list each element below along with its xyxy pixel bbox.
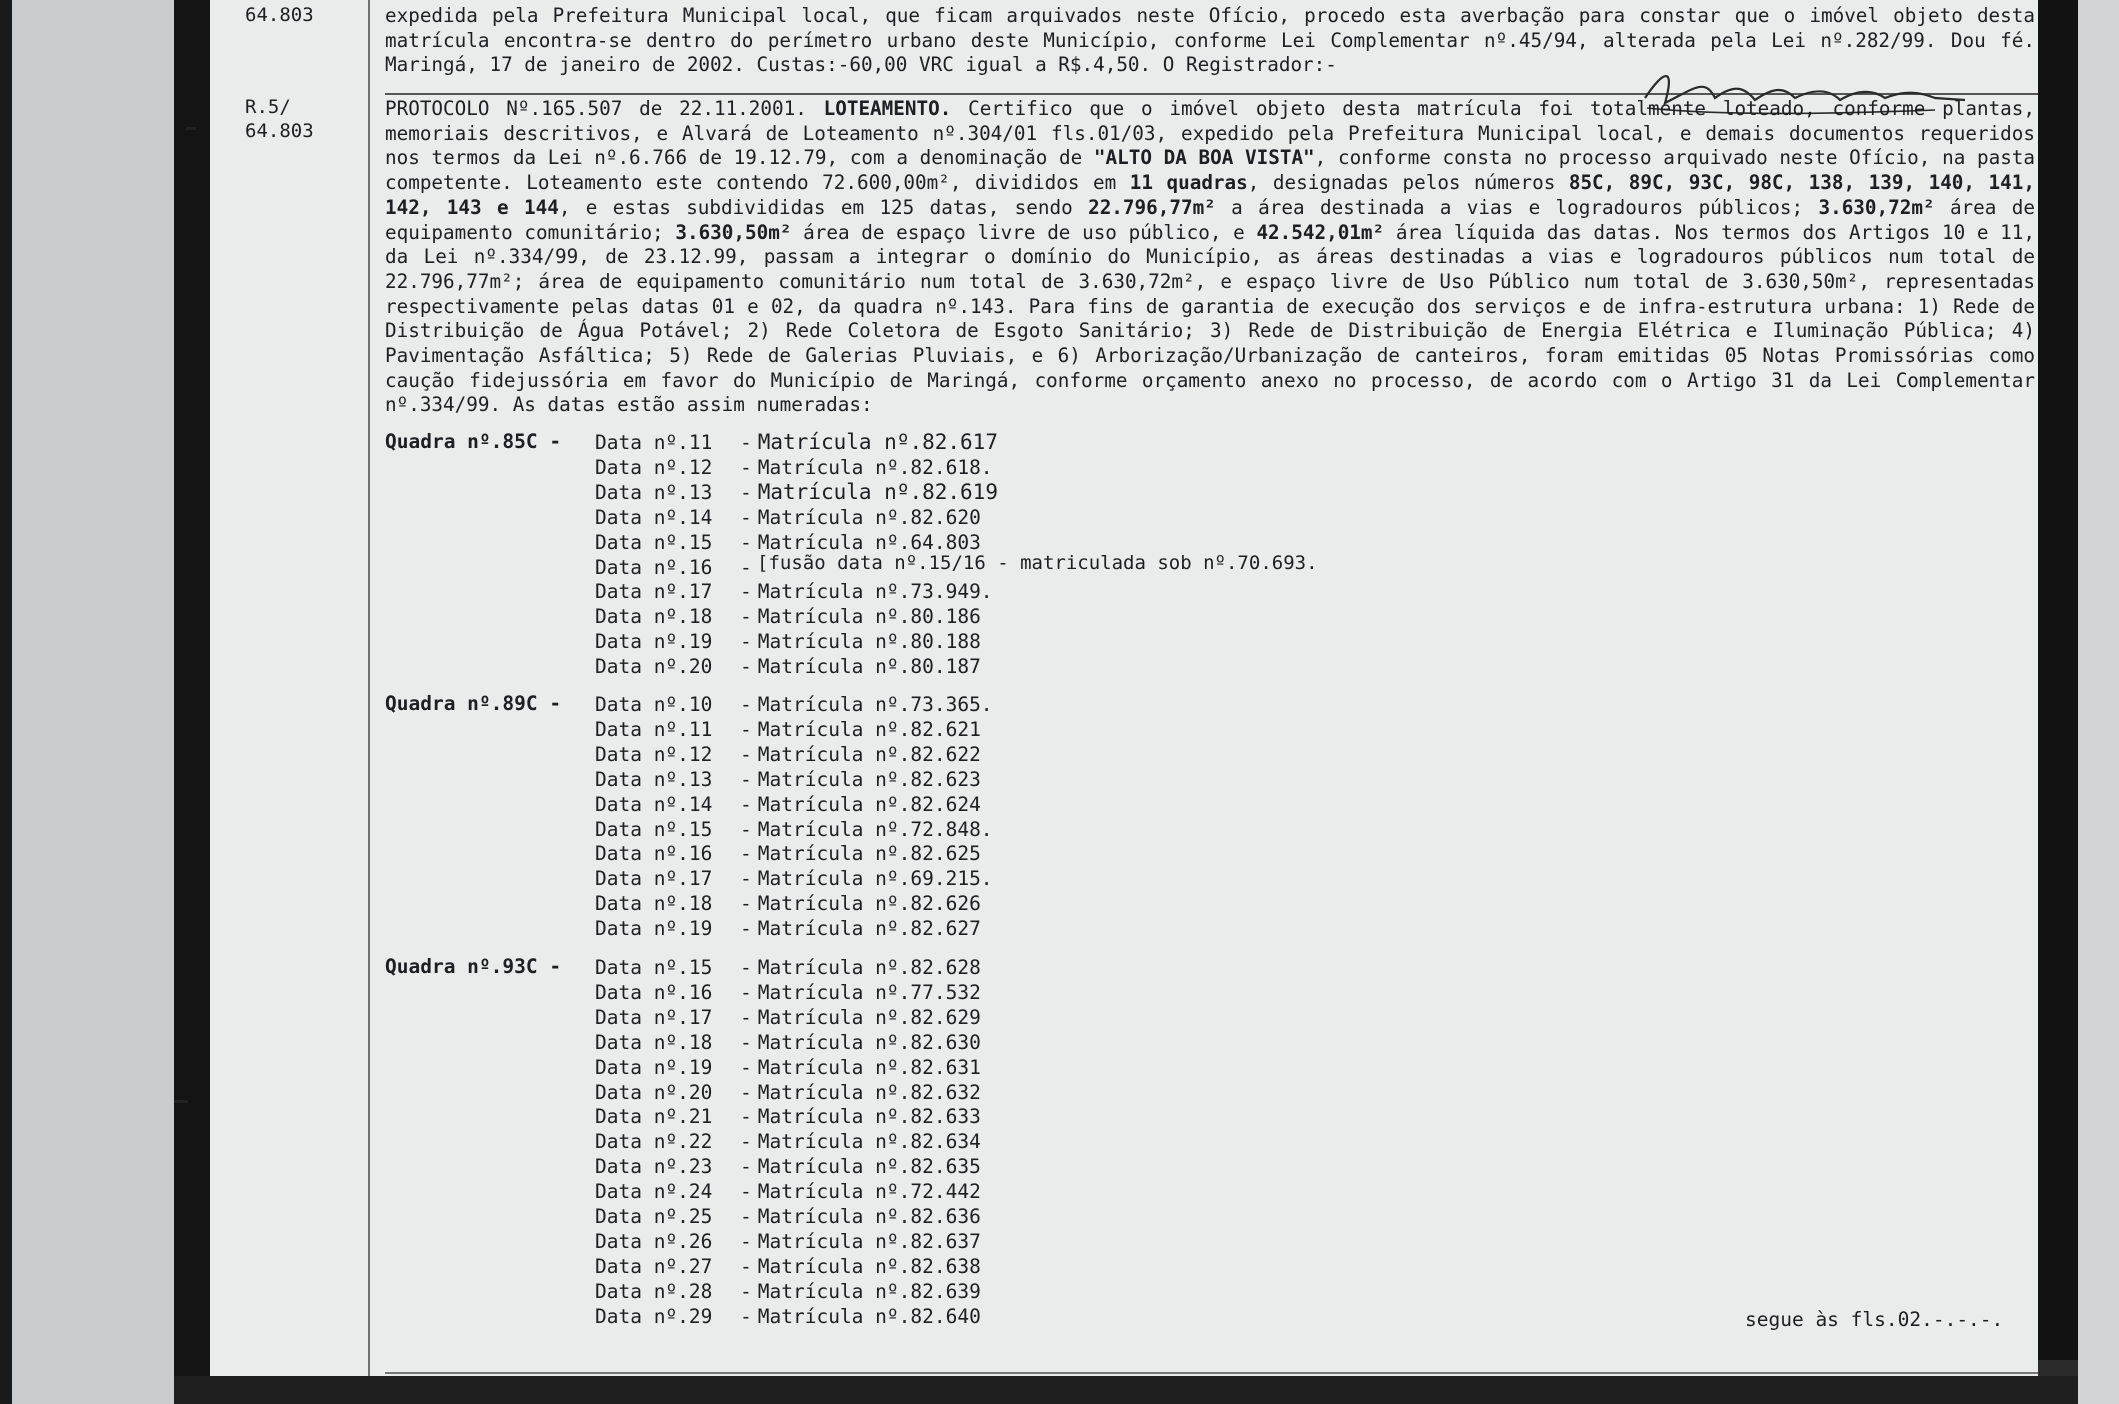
entry-title: LOTEAMENTO. — [823, 97, 952, 120]
matricula-number: Matrícula nº.82.635 — [757, 1155, 981, 1179]
matricula-number: Matrícula nº.82.626 — [757, 892, 981, 916]
bottom-rule — [385, 1372, 2038, 1374]
data-row — [595, 692, 993, 717]
data-row — [595, 742, 981, 767]
paragraph-text: Certifico que o imóvel objeto desta matrícula foi totalmente loteado, conforme plantas, memoriais descritivos, e Alvará de Loteamento nº.304/01 fls.01/03, expedido pela Prefeitura Municipal local, e demais documentos requeridos nos termos da Lei nº.6.766 de 19.12.79, com a denominação de — [385, 97, 2036, 170]
matricula-number: Matrícula nº.82.638 — [757, 1254, 981, 1278]
matricula-number: Matrícula nº.80.187 — [757, 655, 981, 679]
row-separator: - — [740, 1105, 752, 1129]
matricula-number: Matrícula nº.82.636 — [757, 1205, 981, 1228]
row-separator: - — [740, 767, 752, 791]
data-row — [595, 792, 981, 817]
row-separator: - — [740, 1304, 752, 1328]
row-separator: - — [740, 1130, 752, 1154]
data-row — [595, 480, 998, 505]
matricula-number: Matrícula nº.82.634 — [757, 1130, 981, 1154]
row-separator: - — [740, 480, 752, 504]
matricula-number: Matrícula nº.82.632 — [757, 1080, 981, 1104]
data-row — [595, 891, 981, 916]
row-separator: - — [740, 1055, 752, 1079]
fusion-note: [fusão data nº.15/16 - matriculada sob nº.70.693. — [757, 551, 1318, 574]
data-row — [595, 604, 981, 629]
row-separator: - — [740, 717, 752, 741]
data-number: Data nº.24 — [595, 1180, 713, 1204]
entry-reference-line2: 64.803 — [245, 120, 314, 142]
area-espaco-livre: 3.630,50m² — [675, 220, 792, 244]
data-number: Data nº.16 — [595, 555, 713, 579]
paragraph-text: área de espaço livre de uso público, e — [791, 220, 1257, 244]
protocol-number: PROTOCOLO Nº.165.507 de 22.11.2001. — [385, 97, 807, 120]
data-row — [595, 1179, 981, 1204]
data-number: Data nº.15 — [595, 817, 713, 841]
entry-reference-line1: R.5/ — [245, 96, 291, 118]
data-row — [595, 717, 981, 742]
data-number: Data nº.16 — [595, 980, 713, 1004]
matricula-number: Matrícula nº.72.442 — [757, 1180, 981, 1204]
row-separator: - — [740, 655, 752, 679]
matricula-number: Matrícula nº.73.949. — [757, 580, 993, 604]
top-reference-number: 64.803 — [245, 4, 314, 26]
row-separator: - — [740, 1180, 752, 1204]
data-row — [595, 1279, 981, 1304]
row-separator: - — [740, 792, 752, 816]
data-number: Data nº.16 — [595, 842, 713, 866]
row-separator: - — [740, 1254, 752, 1278]
data-number: Data nº.14 — [595, 505, 713, 529]
data-row — [595, 817, 993, 842]
row-separator: - — [740, 817, 752, 841]
data-number: Data nº.17 — [595, 867, 713, 891]
data-number: Data nº.15 — [595, 530, 713, 554]
row-separator: - — [740, 867, 752, 891]
matricula-number: Matrícula nº.82.618. — [757, 455, 993, 479]
loteamento-paragraph — [385, 97, 2035, 418]
quadra-label: Quadra nº.93C - — [385, 955, 562, 978]
subdivision-name: "ALTO DA BOA VISTA" — [1093, 146, 1315, 170]
data-number: Data nº.17 — [595, 580, 713, 604]
matricula-number: Matrícula nº.73.365. — [757, 693, 993, 716]
bottom-border-band — [174, 1376, 2078, 1404]
paragraph-text: área líquida das datas. Nos termos dos Artigos 10 e 11, da Lei nº.334/99, de 23.12.99, passam a integrar o domínio do Município, as áreas destinadas a vias e logradouros públicos num total de 22.796,77m²; área de equipamento comunitário num total de 3.630,72m², e espaço livre de Uso Público num total de 3.630,50m², representadas respectivamente pelas datas 01 e 02, da quadra nº.143. Para fins de garantia de execução dos serviços e de infra-estrutura urbana: 1) Rede de Distribuição de Água Potável; 2) Rede Coletora de Esgoto Sanitário; 3) Rede de Distribuição de Energia Elétrica e Iluminação Pública; 4) Pavimentação Asfáltica; 5) Rede de Galerias Pluviais, e 6) Arborização/Urbanização de canteiros, foram emitidas 05 Notas Promissórias como caução fidejussória em favor do Município de Maringá, conforme orçamento anexo no processo, de acordo com o Artigo 31 da Lei Complementar nº.334/99. As datas estão assim numeradas: — [385, 220, 2035, 417]
area-liquida: 42.542,01m² — [1256, 220, 1385, 244]
row-separator: - — [740, 956, 752, 979]
data-row — [595, 1104, 981, 1129]
data-number: Data nº.27 — [595, 1254, 713, 1278]
matricula-number: Matrícula nº.82.628 — [757, 956, 981, 979]
data-number: Data nº.14 — [595, 792, 713, 816]
data-row — [595, 1204, 981, 1229]
continuation-note: segue às fls.02.-.-.-. — [1745, 1308, 2004, 1331]
right-border-band — [2038, 0, 2078, 1360]
matricula-number: Matrícula nº.80.186 — [757, 605, 981, 629]
data-row — [595, 1030, 981, 1055]
matricula-number: Matrícula nº.82.619 — [757, 479, 998, 504]
data-number: Data nº.23 — [595, 1155, 713, 1179]
area-equipamento: 3.630,72m² — [1818, 195, 1935, 219]
matricula-number: Matrícula nº.82.624 — [757, 792, 981, 816]
matricula-number: Matrícula nº.82.625 — [757, 842, 981, 866]
row-separator: - — [740, 1229, 752, 1253]
matricula-number: Matrícula nº.82.623 — [757, 767, 981, 791]
data-number: Data nº.20 — [595, 655, 713, 679]
row-separator: - — [740, 431, 752, 454]
row-separator: - — [740, 1005, 752, 1029]
data-row — [595, 1129, 981, 1154]
data-row — [595, 505, 981, 530]
data-number: Data nº.21 — [595, 1105, 713, 1129]
row-separator: - — [740, 555, 752, 579]
margin-tick — [174, 1100, 188, 1103]
data-row — [595, 1055, 981, 1080]
quadras-count: 11 quadras — [1129, 171, 1248, 195]
paragraph-text: , e estas subdivididas em 125 datas, sendo — [558, 195, 1089, 219]
row-separator: - — [740, 580, 752, 604]
margin-tick — [186, 127, 196, 130]
row-separator: - — [740, 1155, 752, 1179]
data-number: Data nº.13 — [595, 767, 713, 791]
matricula-number: Matrícula nº.82.640 — [757, 1304, 981, 1328]
data-row — [595, 841, 981, 866]
quadra-label: Quadra nº.85C - — [385, 430, 562, 453]
paragraph-text: , conforme consta no processo arquivado neste Ofício, na pasta competente. Loteamento este contendo 72.600,00m², divididos em — [385, 146, 2036, 195]
row-separator: - — [740, 892, 752, 916]
data-number: Data nº.18 — [595, 605, 713, 629]
quadras-numbers: 85C, 89C, 93C, 98C, 138, 139, 140, 141, 142, 143 e 144 — [385, 171, 2035, 219]
matricula-number: Matrícula nº.64.803 — [757, 530, 981, 554]
matricula-number: Matrícula nº.72.848. — [757, 817, 993, 841]
matricula-number: Matrícula nº.80.188 — [757, 630, 981, 654]
row-separator: - — [740, 630, 752, 654]
matricula-number: Matrícula nº.77.532 — [757, 980, 981, 1004]
matricula-number: Matrícula nº.82.617 — [757, 430, 998, 454]
matricula-number: Matrícula nº.82.631 — [757, 1055, 981, 1079]
matricula-number: Matrícula nº.69.215. — [757, 867, 993, 891]
matricula-number: Matrícula nº.82.627 — [757, 917, 981, 941]
left-margin-strip — [12, 0, 174, 1404]
row-separator: - — [740, 1080, 752, 1104]
data-number: Data nº.22 — [595, 1130, 713, 1154]
matricula-number: Matrícula nº.82.620 — [757, 505, 981, 529]
matricula-number: Matrícula nº.82.630 — [757, 1030, 981, 1054]
data-row — [595, 1254, 981, 1279]
matricula-number: Matrícula nº.82.637 — [757, 1229, 981, 1253]
data-number: Data nº.15 — [595, 956, 713, 979]
data-row — [595, 1154, 981, 1179]
data-number: Data nº.18 — [595, 1030, 713, 1054]
right-margin-strip — [2078, 0, 2119, 1404]
column-divider — [368, 0, 370, 1376]
data-row — [595, 955, 981, 980]
row-separator: - — [740, 1205, 752, 1228]
area-vias: 22.796,77m² — [1088, 195, 1216, 219]
row-separator: - — [740, 505, 752, 529]
data-number: Data nº.19 — [595, 917, 713, 941]
data-number: Data nº.12 — [595, 742, 713, 766]
row-separator: - — [740, 842, 752, 866]
paragraph-text: , designadas pelos números — [1247, 171, 1569, 195]
data-row — [595, 916, 981, 941]
row-separator: - — [740, 455, 752, 479]
data-number: Data nº.13 — [595, 480, 713, 504]
data-number: Data nº.29 — [595, 1304, 713, 1328]
data-number: Data nº.19 — [595, 630, 713, 654]
matricula-number: Matrícula nº.82.629 — [757, 1005, 981, 1029]
data-row — [595, 1229, 981, 1254]
data-number: Data nº.19 — [595, 1055, 713, 1079]
row-separator: - — [740, 530, 752, 554]
data-number: Data nº.10 — [595, 693, 713, 716]
left-edge — [0, 0, 12, 1404]
row-separator: - — [740, 1030, 752, 1054]
data-row — [595, 430, 998, 455]
paragraph-text: área de equipamento comunitário; — [385, 195, 2035, 244]
data-row — [595, 866, 993, 891]
data-number: Data nº.26 — [595, 1229, 713, 1253]
data-row — [595, 1080, 981, 1105]
data-number: Data nº.20 — [595, 1080, 713, 1104]
data-number: Data nº.11 — [595, 431, 713, 454]
left-border-band — [174, 0, 210, 1376]
previous-entry-paragraph: expedida pela Prefeitura Municipal local, que ficam arquivados neste Ofício, procedo esta averbação para constar que o imóvel objeto desta matrícula encontra-se dentro do perímetro urbano deste Município, conforme Lei Complementar nº.45/94, alterada pela Lei nº.282/99. Dou fé. Maringá, 17 de janeiro de 2002. Custas:-60,00 VRC igual a R$.4,50. O Registrador:- — [385, 4, 2035, 77]
matricula-number: Matrícula nº.82.633 — [757, 1105, 981, 1129]
row-separator: - — [740, 693, 752, 716]
data-row — [595, 555, 758, 580]
data-number: Data nº.12 — [595, 455, 713, 479]
row-separator: - — [740, 917, 752, 941]
data-number: Data nº.25 — [595, 1205, 713, 1228]
row-separator: - — [740, 980, 752, 1004]
data-row — [595, 654, 981, 679]
matricula-number: Matrícula nº.82.622 — [757, 742, 981, 766]
data-row — [595, 767, 981, 792]
data-row — [595, 1005, 981, 1030]
matricula-number: Matrícula nº.82.621 — [757, 717, 981, 741]
row-separator: - — [740, 1279, 752, 1303]
quadra-label: Quadra nº.89C - — [385, 692, 562, 715]
matricula-number: Matrícula nº.82.639 — [757, 1279, 981, 1303]
data-row — [595, 579, 993, 604]
data-number: Data nº.18 — [595, 892, 713, 916]
data-row — [595, 1304, 981, 1329]
data-row — [595, 455, 993, 480]
data-number: Data nº.17 — [595, 1005, 713, 1029]
paragraph-text: a área destinada a vias e logradouros públicos; — [1215, 195, 1819, 219]
data-number: Data nº.11 — [595, 717, 713, 741]
data-number: Data nº.28 — [595, 1279, 713, 1303]
data-row — [595, 629, 981, 654]
row-separator: - — [740, 742, 752, 766]
data-row — [595, 980, 981, 1005]
row-separator: - — [740, 605, 752, 629]
